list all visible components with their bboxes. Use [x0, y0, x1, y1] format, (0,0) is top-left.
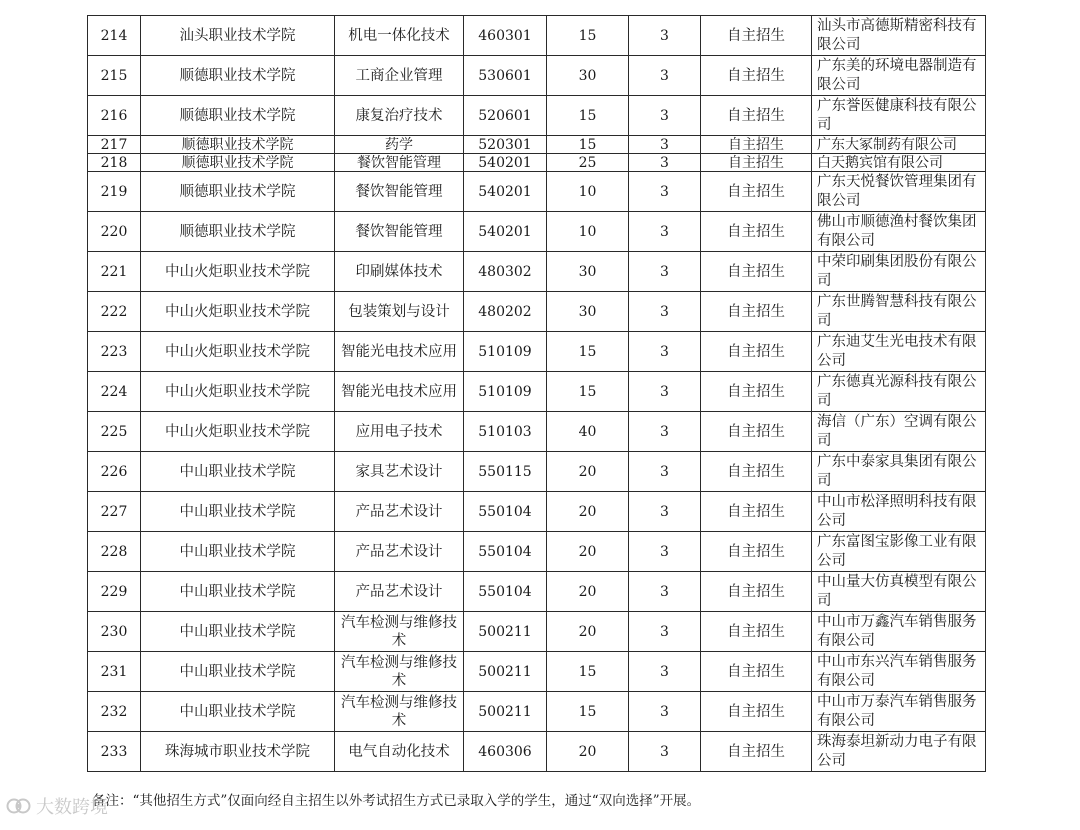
study-years: 3: [629, 612, 701, 652]
row-number: 222: [88, 292, 141, 332]
employer-name: 广东德真光源科技有限公司: [812, 372, 986, 412]
plan-count: 10: [547, 172, 629, 212]
row-number: 215: [88, 56, 141, 96]
enroll-method: 自主招生: [701, 412, 812, 452]
major-name: 餐饮智能管理: [335, 154, 464, 172]
school-name: 中山职业技术学院: [141, 492, 335, 532]
school-name: 汕头职业技术学院: [141, 16, 335, 56]
footnote: 备注：“其他招生方式”仅面向经自主招生以外考试招生方式已录取入学的学生，通过“双向选择”开展。: [92, 793, 701, 809]
table-row: [88, 412, 986, 452]
row-number: 232: [88, 692, 141, 732]
table-row: [88, 172, 986, 212]
school-name: 中山火炬职业技术学院: [141, 252, 335, 292]
study-years: 3: [629, 56, 701, 96]
major-code: 510109: [464, 372, 547, 412]
table-row: [88, 532, 986, 572]
table-body: [88, 16, 986, 772]
watermark-text: 大数跨境: [36, 797, 108, 818]
employer-name: 广东美的环境电器制造有限公司: [812, 56, 986, 96]
enroll-method: 自主招生: [701, 732, 812, 772]
study-years: 3: [629, 412, 701, 452]
major-code: 520301: [464, 136, 547, 154]
study-years: 3: [629, 452, 701, 492]
major-code: 500211: [464, 612, 547, 652]
row-number: 217: [88, 136, 141, 154]
enroll-method: 自主招生: [701, 154, 812, 172]
study-years: 3: [629, 532, 701, 572]
major-code: 510109: [464, 332, 547, 372]
row-number: 227: [88, 492, 141, 532]
row-number: 218: [88, 154, 141, 172]
major-name: 印刷媒体技术: [335, 252, 464, 292]
plan-count: 20: [547, 612, 629, 652]
school-name: 中山职业技术学院: [141, 532, 335, 572]
school-name: 中山火炬职业技术学院: [141, 332, 335, 372]
study-years: 3: [629, 172, 701, 212]
enroll-method: 自主招生: [701, 16, 812, 56]
row-number: 216: [88, 96, 141, 136]
plan-count: 15: [547, 332, 629, 372]
plan-count: 15: [547, 652, 629, 692]
employer-name: 汕头市高德斯精密科技有限公司: [812, 16, 986, 56]
enroll-method: 自主招生: [701, 252, 812, 292]
plan-count: 20: [547, 532, 629, 572]
major-code: 540201: [464, 154, 547, 172]
school-name: 中山火炬职业技术学院: [141, 292, 335, 332]
school-name: 顺德职业技术学院: [141, 212, 335, 252]
employer-name: 中山市松泽照明科技有限公司: [812, 492, 986, 532]
table-row: [88, 96, 986, 136]
major-name: 机电一体化技术: [335, 16, 464, 56]
employer-name: 广东富图宝影像工业有限公司: [812, 532, 986, 572]
enroll-method: 自主招生: [701, 292, 812, 332]
major-code: 530601: [464, 56, 547, 96]
employer-name: 广东迪艾生光电技术有限公司: [812, 332, 986, 372]
table-row: [88, 452, 986, 492]
employer-name: 中山市万鑫汽车销售服务有限公司: [812, 612, 986, 652]
employer-name: 珠海泰坦新动力电子有限公司: [812, 732, 986, 772]
school-name: 顺德职业技术学院: [141, 136, 335, 154]
major-code: 500211: [464, 692, 547, 732]
table-row: [88, 332, 986, 372]
plan-count: 15: [547, 16, 629, 56]
major-name: 电气自动化技术: [335, 732, 464, 772]
watermark: [6, 793, 108, 819]
enroll-method: 自主招生: [701, 136, 812, 154]
row-number: 230: [88, 612, 141, 652]
school-name: 顺德职业技术学院: [141, 172, 335, 212]
table-row: [88, 56, 986, 96]
study-years: 3: [629, 154, 701, 172]
plan-count: 30: [547, 252, 629, 292]
enroll-method: 自主招生: [701, 572, 812, 612]
employer-name: 佛山市顺德渔村餐饮集团有限公司: [812, 212, 986, 252]
enroll-method: 自主招生: [701, 692, 812, 732]
table-row: [88, 252, 986, 292]
enroll-method: 自主招生: [701, 532, 812, 572]
major-name: 家具艺术设计: [335, 452, 464, 492]
enroll-method: 自主招生: [701, 212, 812, 252]
enroll-method: 自主招生: [701, 612, 812, 652]
study-years: 3: [629, 292, 701, 332]
major-name: 餐饮智能管理: [335, 212, 464, 252]
major-name: 汽车检测与维修技术: [335, 612, 464, 652]
study-years: 3: [629, 572, 701, 612]
major-code: 520601: [464, 96, 547, 136]
table-row: [88, 612, 986, 652]
major-code: 480202: [464, 292, 547, 332]
major-code: 480302: [464, 252, 547, 292]
study-years: 3: [629, 332, 701, 372]
table-row: [88, 292, 986, 332]
study-years: 3: [629, 372, 701, 412]
study-years: 3: [629, 692, 701, 732]
row-number: 228: [88, 532, 141, 572]
major-name: 康复治疗技术: [335, 96, 464, 136]
row-number: 229: [88, 572, 141, 612]
enroll-method: 自主招生: [701, 172, 812, 212]
plan-count: 20: [547, 732, 629, 772]
plan-count: 30: [547, 292, 629, 332]
employer-name: 白天鹅宾馆有限公司: [812, 154, 986, 172]
school-name: 中山职业技术学院: [141, 692, 335, 732]
employer-name: 中山市东兴汽车销售服务有限公司: [812, 652, 986, 692]
school-name: 顺德职业技术学院: [141, 56, 335, 96]
employer-name: 中山量大仿真模型有限公司: [812, 572, 986, 612]
enroll-method: 自主招生: [701, 652, 812, 692]
major-name: 产品艺术设计: [335, 532, 464, 572]
major-code: 510103: [464, 412, 547, 452]
study-years: 3: [629, 252, 701, 292]
employer-name: 广东中泰家具集团有限公司: [812, 452, 986, 492]
major-code: 550104: [464, 572, 547, 612]
study-years: 3: [629, 732, 701, 772]
major-code: 550104: [464, 532, 547, 572]
major-code: 500211: [464, 652, 547, 692]
major-code: 550104: [464, 492, 547, 532]
school-name: 顺德职业技术学院: [141, 154, 335, 172]
school-name: 中山职业技术学院: [141, 652, 335, 692]
enroll-method: 自主招生: [701, 56, 812, 96]
table-row: [88, 492, 986, 532]
logo-icon: [6, 795, 32, 817]
row-number: 225: [88, 412, 141, 452]
plan-count: 15: [547, 372, 629, 412]
row-number: 220: [88, 212, 141, 252]
major-name: 智能光电技术应用: [335, 332, 464, 372]
major-code: 460301: [464, 16, 547, 56]
employer-name: 广东大冢制药有限公司: [812, 136, 986, 154]
table-row: [88, 212, 986, 252]
enrollment-table: [87, 15, 986, 772]
plan-count: 15: [547, 136, 629, 154]
study-years: 3: [629, 136, 701, 154]
table-row: [88, 136, 986, 154]
major-name: 包装策划与设计: [335, 292, 464, 332]
major-name: 产品艺术设计: [335, 572, 464, 612]
plan-count: 10: [547, 212, 629, 252]
major-name: 应用电子技术: [335, 412, 464, 452]
plan-count: 15: [547, 96, 629, 136]
enroll-method: 自主招生: [701, 372, 812, 412]
major-code: 540201: [464, 172, 547, 212]
enrollment-table-wrapper: [87, 15, 985, 772]
study-years: 3: [629, 96, 701, 136]
row-number: 224: [88, 372, 141, 412]
table-row: [88, 154, 986, 172]
school-name: 中山职业技术学院: [141, 612, 335, 652]
enroll-method: 自主招生: [701, 492, 812, 532]
study-years: 3: [629, 16, 701, 56]
major-name: 智能光电技术应用: [335, 372, 464, 412]
row-number: 231: [88, 652, 141, 692]
enroll-method: 自主招生: [701, 332, 812, 372]
plan-count: 20: [547, 492, 629, 532]
row-number: 223: [88, 332, 141, 372]
major-name: 餐饮智能管理: [335, 172, 464, 212]
table-row: [88, 652, 986, 692]
plan-count: 15: [547, 692, 629, 732]
employer-name: 中荣印刷集团股份有限公司: [812, 252, 986, 292]
table-row: [88, 16, 986, 56]
employer-name: 广东世腾智慧科技有限公司: [812, 292, 986, 332]
study-years: 3: [629, 492, 701, 532]
school-name: 中山火炬职业技术学院: [141, 412, 335, 452]
enroll-method: 自主招生: [701, 96, 812, 136]
plan-count: 30: [547, 56, 629, 96]
employer-name: 广东天悦餐饮管理集团有限公司: [812, 172, 986, 212]
plan-count: 40: [547, 412, 629, 452]
major-name: 产品艺术设计: [335, 492, 464, 532]
plan-count: 20: [547, 572, 629, 612]
employer-name: 中山市万泰汽车销售服务有限公司: [812, 692, 986, 732]
row-number: 219: [88, 172, 141, 212]
row-number: 233: [88, 732, 141, 772]
school-name: 中山火炬职业技术学院: [141, 372, 335, 412]
major-code: 540201: [464, 212, 547, 252]
enroll-method: 自主招生: [701, 452, 812, 492]
employer-name: 海信（广东）空调有限公司: [812, 412, 986, 452]
major-code: 460306: [464, 732, 547, 772]
major-name: 汽车检测与维修技术: [335, 652, 464, 692]
major-name: 汽车检测与维修技术: [335, 692, 464, 732]
school-name: 顺德职业技术学院: [141, 96, 335, 136]
school-name: 中山职业技术学院: [141, 572, 335, 612]
row-number: 226: [88, 452, 141, 492]
major-code: 550115: [464, 452, 547, 492]
plan-count: 25: [547, 154, 629, 172]
plan-count: 20: [547, 452, 629, 492]
employer-name: 广东誉医健康科技有限公司: [812, 96, 986, 136]
row-number: 214: [88, 16, 141, 56]
school-name: 珠海城市职业技术学院: [141, 732, 335, 772]
major-name: 工商企业管理: [335, 56, 464, 96]
table-row: [88, 692, 986, 732]
row-number: 221: [88, 252, 141, 292]
study-years: 3: [629, 652, 701, 692]
table-row: [88, 572, 986, 612]
study-years: 3: [629, 212, 701, 252]
major-name: 药学: [335, 136, 464, 154]
table-row: [88, 372, 986, 412]
table-row: [88, 732, 986, 772]
school-name: 中山职业技术学院: [141, 452, 335, 492]
